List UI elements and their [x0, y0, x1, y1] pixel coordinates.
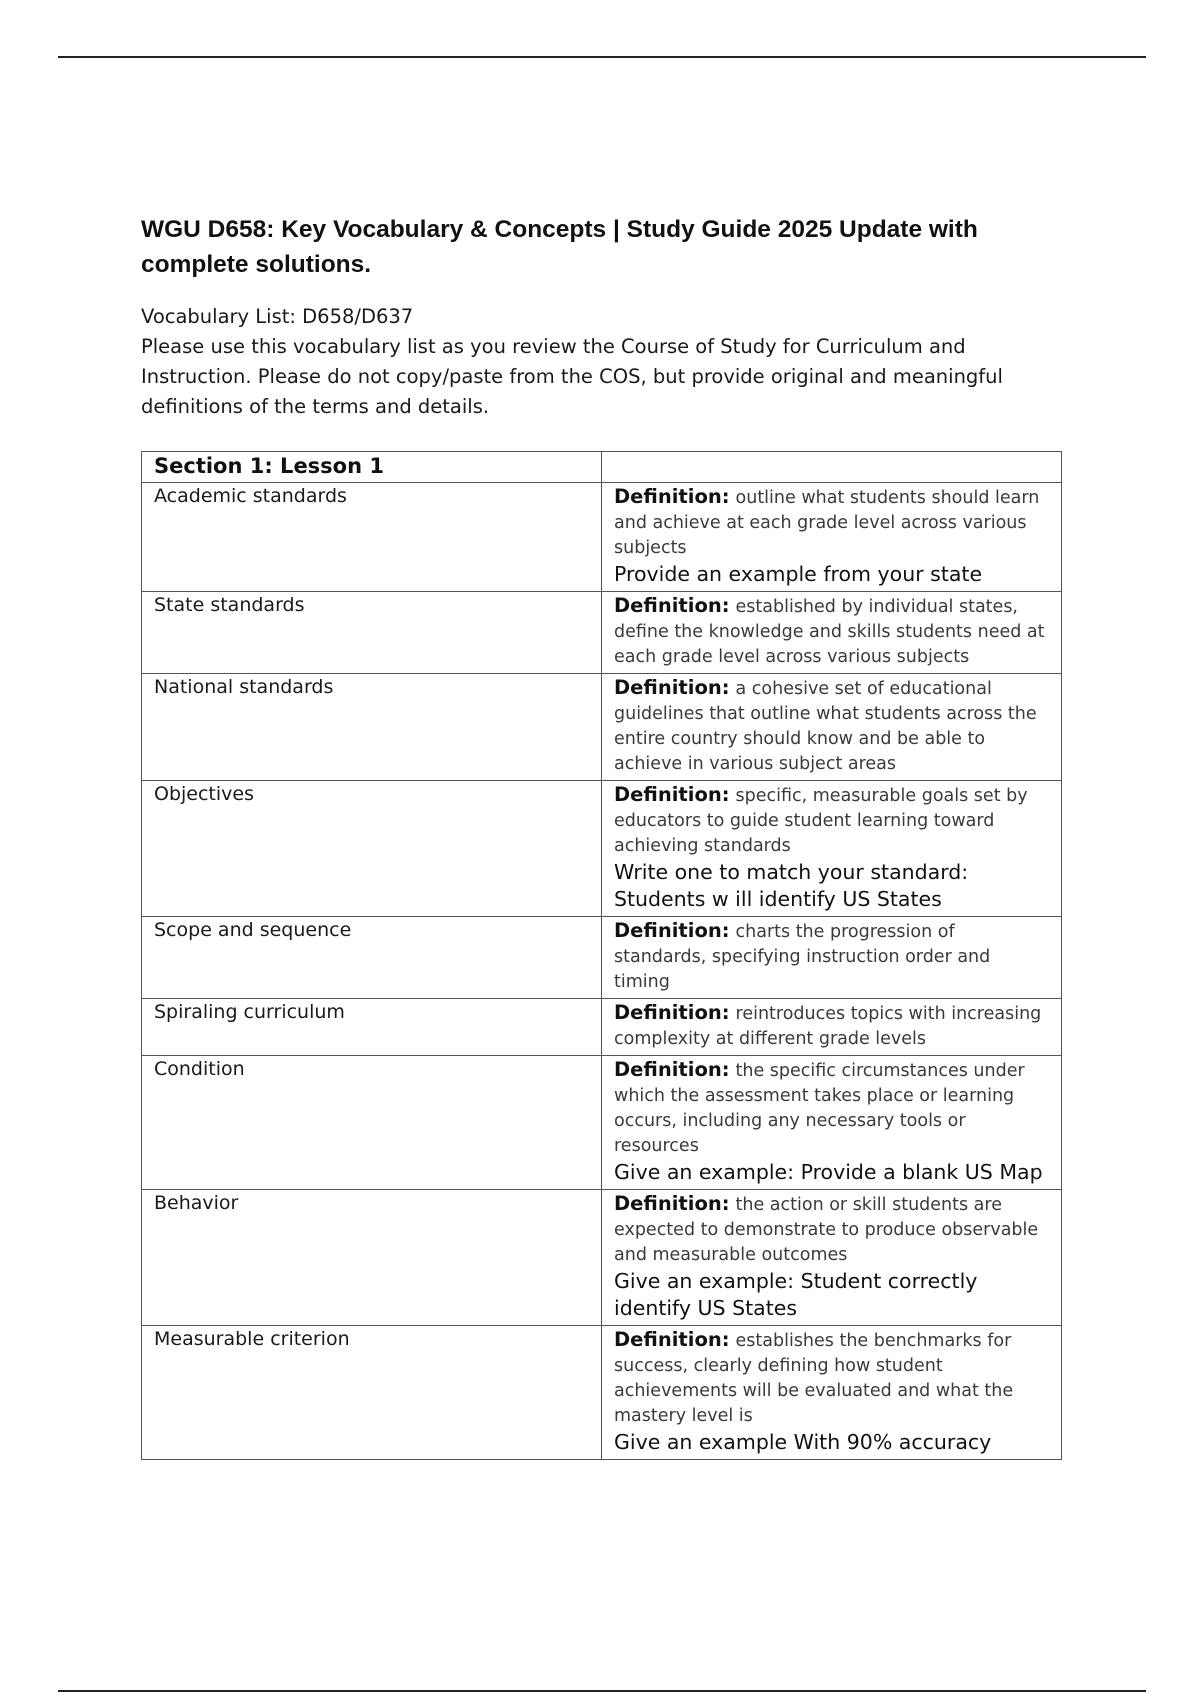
definition-cell [602, 999, 1062, 1056]
definition-text: established by individual states, define the knowledge and skills students need at each grade level across various subjects [614, 597, 1045, 667]
table-row [142, 917, 1062, 999]
definition-cell [602, 1056, 1062, 1190]
prompt-text: Give an example With 90% accuracy [614, 1430, 992, 1454]
definition-text: a cohesive set of educational guidelines that outline what students across the entire country should know and be able to achieve in various subject areas [614, 679, 1037, 774]
table-row [142, 483, 1062, 592]
definition-cell [602, 592, 1062, 674]
bottom-rule [58, 1690, 1146, 1692]
term-cell: National standards [142, 674, 602, 781]
term-cell: Academic standards [142, 483, 602, 592]
top-rule [58, 56, 1146, 58]
table-row [142, 1326, 1062, 1460]
prompt-text: Write one to match your standard: Students w ill identify US States [614, 860, 969, 911]
definition-label: Definition: [614, 594, 730, 617]
section-title: Section 1: Lesson 1 [142, 452, 602, 483]
page-title: WGU D658: Key Vocabulary & Concepts | Study Guide 2025 Update with complete solutions. [141, 216, 978, 278]
definition-cell [602, 917, 1062, 999]
term-cell: Behavior [142, 1190, 602, 1326]
prompt-text: Give an example: Student correctly identify US States [614, 1269, 978, 1320]
term-cell: Objectives [142, 781, 602, 917]
table-row [142, 781, 1062, 917]
header-empty-cell [602, 452, 1062, 483]
term-cell: Measurable criterion [142, 1326, 602, 1460]
definition-cell [602, 674, 1062, 781]
definition-label: Definition: [614, 1328, 730, 1351]
definition-cell [602, 483, 1062, 592]
definition-cell [602, 781, 1062, 917]
table-row [142, 674, 1062, 781]
definition-text: reintroduces topics with increasing complexity at different grade levels [614, 1004, 1042, 1049]
definition-label: Definition: [614, 783, 730, 806]
term-cell: State standards [142, 592, 602, 674]
definition-label: Definition: [614, 1001, 730, 1024]
definition-text: the action or skill students are expected to demonstrate to produce observable and measurable outcomes [614, 1195, 1039, 1265]
prompt-text: Give an example: Provide a blank US Map [614, 1160, 1043, 1184]
definition-label: Definition: [614, 485, 730, 508]
instructions-text: Please use this vocabulary list as you review the Course of Study for Curriculum and Instruction. Please do not copy/paste from the COS, but provide original and meaningful definitions of the terms and details. [141, 335, 1003, 418]
table-row [142, 999, 1062, 1056]
definition-text: the specific circumstances under which the assessment takes place or learning occurs, including any necessary tools or resources [614, 1061, 1025, 1156]
table-row [142, 1056, 1062, 1190]
definition-cell [602, 1326, 1062, 1460]
intro-block [141, 302, 1061, 422]
definition-text: specific, measurable goals set by educators to guide student learning toward achieving standards [614, 786, 1028, 856]
definition-cell [602, 1190, 1062, 1326]
table-row [142, 1190, 1062, 1326]
definition-text: outline what students should learn and achieve at each grade level across various subjects [614, 488, 1040, 558]
definition-label: Definition: [614, 1058, 730, 1081]
prompt-text: Provide an example from your state [614, 562, 983, 586]
table-row [142, 592, 1062, 674]
term-cell: Spiraling curriculum [142, 999, 602, 1056]
table-header-row [142, 452, 1062, 483]
vocabulary-list-label: Vocabulary List: D658/D637 [141, 305, 414, 328]
vocabulary-table [141, 451, 1062, 1460]
term-cell: Condition [142, 1056, 602, 1190]
definition-label: Definition: [614, 1192, 730, 1215]
definition-text: establishes the benchmarks for success, clearly defining how student achievements will be evaluated and what the mastery level is [614, 1331, 1014, 1426]
definition-label: Definition: [614, 919, 730, 942]
term-cell: Scope and sequence [142, 917, 602, 999]
definition-text: charts the progression of standards, specifying instruction order and timing [614, 922, 991, 992]
definition-label: Definition: [614, 676, 730, 699]
